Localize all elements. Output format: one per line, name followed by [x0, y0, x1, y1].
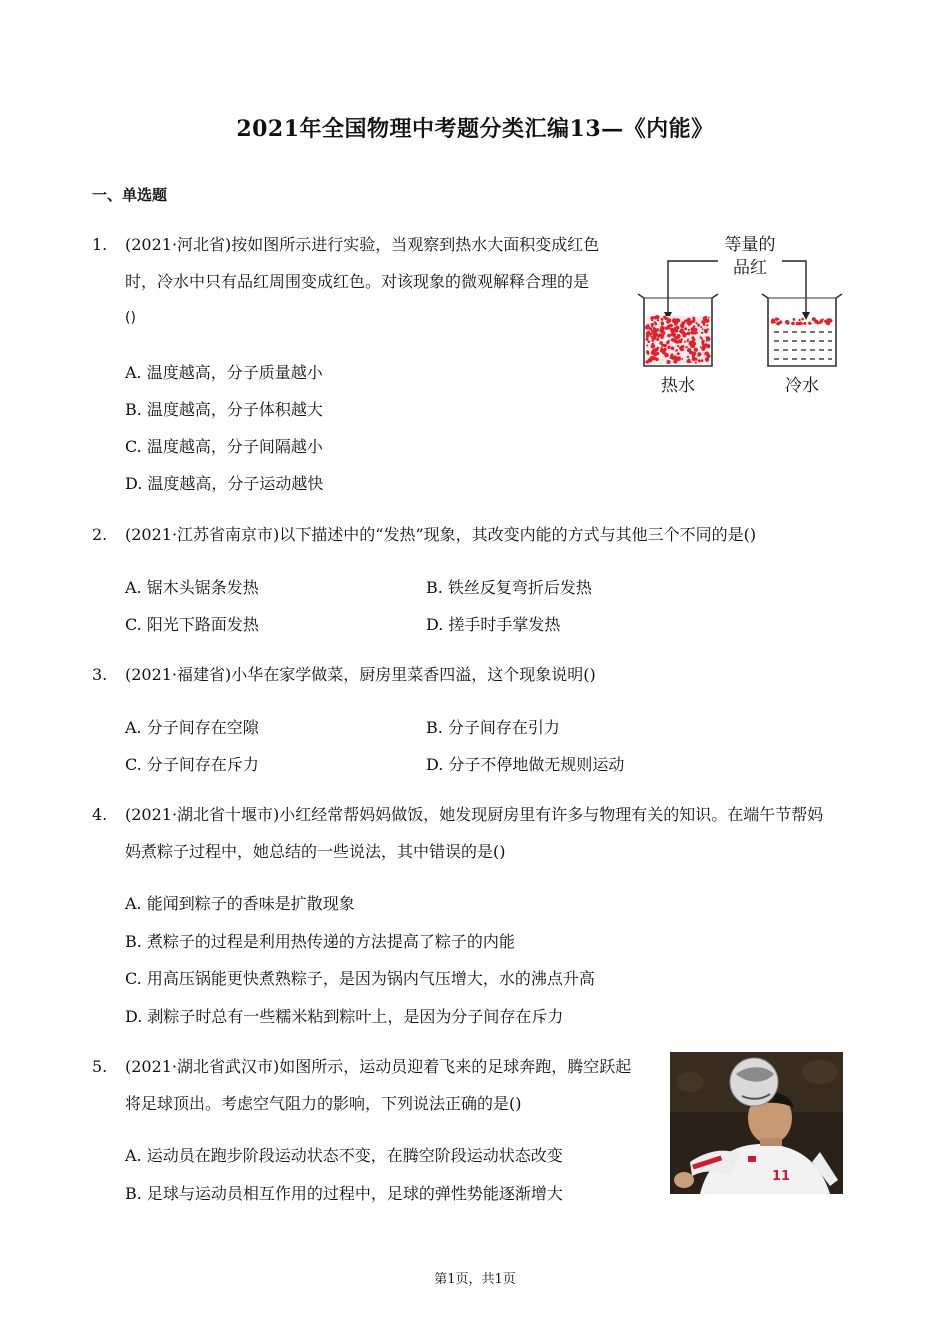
dye-particle [675, 356, 677, 358]
dye-particle [692, 342, 696, 346]
dye-particle [685, 346, 687, 348]
question-4-option-b[interactable]: B. 煮粽子的过程是利用热传递的方法提高了粽子的内能 [125, 932, 515, 951]
dye-particle [646, 345, 648, 347]
dye-particle [647, 353, 649, 355]
dye-particle [655, 358, 659, 362]
dye-particle [791, 322, 795, 326]
dye-particle [679, 346, 682, 349]
dye-particle [681, 329, 683, 331]
question-4-option-a[interactable]: A. 能闻到粽子的香味是扩散现象 [125, 894, 355, 913]
dye-particle [680, 323, 684, 327]
question-2-option-b[interactable]: B. 铁丝反复弯折后发热 [426, 578, 592, 597]
dye-particle [693, 320, 696, 323]
dye-particle [692, 352, 696, 356]
dye-particle [701, 332, 703, 334]
dye-particle [659, 341, 663, 345]
question-5-option-a[interactable]: A. 运动员在跑步阶段运动状态不变，在腾空阶段运动状态改变 [125, 1146, 563, 1165]
page-footer: 第1页，共1页 [434, 1272, 516, 1287]
dye-particle [662, 344, 664, 346]
dye-particle [707, 346, 709, 348]
question-4-option-d[interactable]: D. 剥粽子时总有一些糯米粘到粽叶上，是因为分子间存在斥力 [125, 1007, 564, 1026]
dye-particle [671, 347, 675, 351]
figure-label-equal-amount: 等量的 [724, 235, 776, 255]
dye-particle [651, 351, 655, 355]
dye-particle [702, 344, 707, 349]
dye-particle [708, 317, 710, 319]
dye-particle [701, 341, 704, 344]
dye-particle [671, 353, 674, 356]
dye-particle [695, 362, 697, 364]
dye-particle [687, 356, 689, 358]
dye-particle [670, 328, 673, 331]
dye-particle [667, 334, 671, 338]
dye-particle [646, 335, 649, 338]
dye-particle [651, 344, 656, 349]
dye-particle [647, 326, 650, 329]
dye-particle [706, 357, 708, 359]
question-1-number: 1. [92, 235, 108, 254]
cold-water-beaker [762, 294, 842, 366]
arrow-to-cold [782, 261, 806, 316]
dye-particle [652, 339, 654, 341]
dye-particle [681, 358, 683, 360]
dye-particle [687, 332, 691, 336]
question-1-option-c[interactable]: C. 温度越高，分子间隔越小 [125, 437, 323, 456]
dye-particle [808, 322, 811, 325]
section-heading: 一、单选题 [92, 186, 168, 204]
dye-particle [706, 324, 708, 326]
dye-particle [706, 337, 711, 342]
dye-particle [694, 348, 698, 352]
dye-particle [657, 347, 660, 350]
question-4-line-2: 妈煮粽子过程中，她总结的一些说法，其中错误的是() [125, 842, 506, 861]
dye-particle [656, 338, 659, 341]
dye-particle [707, 328, 709, 330]
arrow-to-hot [668, 261, 718, 316]
label-cold-water: 冷水 [785, 376, 819, 396]
figure-label-dye: 品红 [733, 258, 767, 278]
dye-particle [663, 316, 666, 319]
dye-particle [822, 318, 824, 320]
dye-particle [667, 317, 669, 319]
dye-particle [701, 359, 704, 362]
dye-particle [693, 339, 695, 341]
question-4-number: 4. [92, 805, 108, 824]
dye-particle [677, 334, 681, 338]
question-5-line-1: (2021·湖北省武汉市)如图所示，运动员迎着飞来的足球奔跑，腾空跃起 [125, 1057, 632, 1076]
dye-particle [700, 336, 702, 338]
dye-particle [664, 353, 669, 358]
question-3-option-d[interactable]: D. 分子不停地做无规则运动 [426, 755, 625, 774]
soccer-header-photo [670, 1052, 843, 1194]
dye-particle [657, 319, 659, 321]
dye-particle [667, 360, 671, 364]
dye-particle [674, 323, 677, 326]
dye-particle [694, 328, 698, 332]
dye-particle [693, 332, 696, 335]
dye-particle [798, 319, 800, 321]
dye-particle [692, 317, 695, 320]
dye-particle [690, 361, 692, 363]
dye-particle [689, 343, 691, 345]
question-3-line-1: (2021·福建省)小华在家学做菜，厨房里菜香四溢，这个现象说明() [125, 665, 596, 684]
dye-particle [684, 341, 686, 343]
dye-particle [700, 326, 702, 328]
dye-particle [698, 359, 701, 362]
dye-particle [771, 320, 775, 324]
dye-particle [649, 332, 652, 335]
question-4-line-1: (2021·湖北省十堰市)小红经常帮妈妈做饭，她发现厨房里有许多与物理有关的知识。在端午节帮妈 [125, 805, 824, 824]
dye-particle [651, 319, 653, 321]
dye-particle [654, 321, 656, 323]
dye-particle [801, 318, 804, 321]
dye-particle [668, 340, 670, 342]
question-1-option-d[interactable]: D. 温度越高，分子运动越快 [125, 474, 324, 493]
question-4-stem [125, 796, 855, 870]
hot-water-beaker [638, 294, 718, 366]
dye-particle [815, 322, 817, 324]
dye-particle [654, 329, 658, 333]
question-2-line-1: (2021·江苏省南京市)以下描述中的“发热”现象，其改变内能的方式与其他三个不同的是() [125, 525, 757, 544]
dye-particle [703, 317, 707, 321]
dye-particle [660, 334, 662, 336]
dye-particle [667, 346, 670, 349]
dye-particle [667, 325, 670, 328]
dye-particle [661, 322, 664, 325]
question-2-option-c[interactable]: C. 阳光下路面发热 [125, 615, 259, 634]
jersey-number: 11 [772, 1169, 791, 1184]
question-1-line-1: (2021·河北省)按如图所示进行实验，当观察到热水大面积变成红色 [125, 235, 600, 254]
dye-particle [700, 346, 702, 348]
dye-particle [775, 319, 777, 321]
dye-particle [645, 360, 649, 364]
dye-particle [676, 319, 678, 321]
question-3-option-a[interactable]: A. 分子间存在空隙 [125, 718, 259, 737]
dye-particle [786, 321, 790, 325]
dye-particle [677, 352, 680, 355]
dye-particle [651, 326, 653, 328]
dye-particle [812, 317, 816, 321]
dye-particle [677, 356, 682, 361]
dye-particle [674, 340, 678, 344]
dye-particle [793, 318, 796, 321]
question-5-stem [125, 1048, 655, 1122]
cold-water-dashes [774, 332, 832, 359]
dye-particle [696, 322, 698, 324]
red-dye-particles-cold [771, 317, 833, 325]
question-2-option-a[interactable]: A. 锯木头锯条发热 [125, 578, 259, 597]
dye-particle [675, 349, 678, 352]
dye-particle [652, 356, 654, 358]
page-title: 2021年全国物理中考题分类汇编13—《内能》 [236, 116, 714, 142]
dye-particle [779, 320, 782, 323]
question-4-option-c[interactable]: C. 用高压锅能更快煮熟粽子，是因为锅内气压增大，水的沸点升高 [125, 969, 595, 988]
label-hot-water: 热水 [661, 376, 695, 396]
dye-particle [660, 327, 663, 330]
question-2-number: 2. [92, 525, 108, 544]
dye-particle [826, 318, 830, 322]
dye-particle [653, 316, 657, 320]
beaker-experiment-figure [628, 228, 856, 408]
dye-particle [702, 321, 706, 325]
dye-particle [660, 348, 664, 352]
dye-particle [697, 352, 701, 356]
question-5-option-b[interactable]: B. 足球与运动员相互作用的过程中，足球的弹性势能逐渐增大 [125, 1184, 563, 1203]
question-2-stem [125, 516, 825, 553]
dye-particle [677, 345, 679, 347]
dye-particle [684, 327, 687, 330]
dye-particle [678, 339, 682, 343]
dye-particle [688, 329, 690, 331]
question-3-option-b[interactable]: B. 分子间存在引力 [426, 718, 560, 737]
question-2-option-d[interactable]: D. 搓手时手掌发热 [426, 615, 561, 634]
question-1-option-a[interactable]: A. 温度越高，分子质量越小 [125, 363, 323, 382]
dye-particle [663, 348, 666, 351]
question-1-stem [125, 226, 625, 337]
dye-particle [802, 323, 804, 325]
dye-particle [676, 329, 678, 331]
dye-particle [650, 335, 652, 337]
question-1-line-3: () [125, 310, 136, 326]
dye-particle [661, 318, 664, 321]
question-1-option-b[interactable]: B. 温度越高，分子体积越大 [125, 400, 323, 419]
dye-particle [705, 352, 709, 356]
question-3-option-c[interactable]: C. 分子间存在斥力 [125, 755, 259, 774]
dye-particle [671, 333, 675, 337]
dye-particle [702, 328, 704, 330]
question-1-line-2: 时，冷水中只有品红周围变成红色。对该现象的微观解释合理的是 [125, 272, 590, 291]
dye-particle [648, 340, 651, 343]
dye-particle [655, 332, 658, 335]
dye-particle [796, 322, 799, 325]
dye-particle [665, 327, 668, 330]
dye-particle [693, 325, 696, 328]
question-5-line-2: 将足球顶出。考虑空气阻力的影响，下列说法正确的是() [125, 1094, 522, 1113]
dye-particle [697, 324, 700, 327]
dye-particle [666, 320, 670, 324]
dye-particle [688, 359, 690, 361]
question-3-number: 3. [92, 665, 108, 684]
dye-particle [646, 338, 649, 341]
dye-particle [803, 322, 806, 325]
question-5-number: 5. [92, 1057, 108, 1076]
dye-particle [687, 348, 691, 352]
dye-particle [660, 329, 664, 333]
dye-particle [687, 340, 689, 342]
dye-particle [692, 357, 696, 361]
question-3-stem [125, 656, 825, 693]
dye-particle [826, 323, 828, 325]
dye-particle [777, 318, 779, 320]
dye-particle [687, 318, 691, 322]
dye-particle [691, 331, 693, 333]
